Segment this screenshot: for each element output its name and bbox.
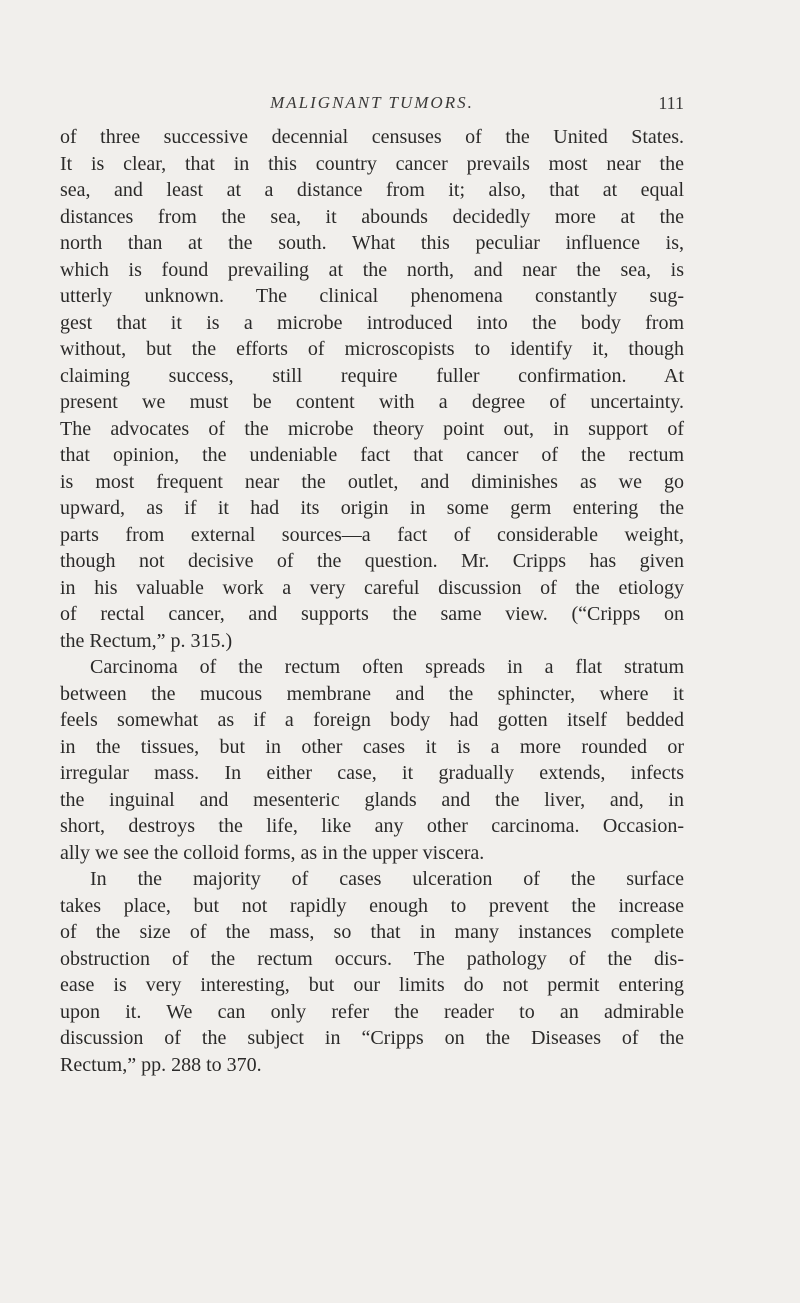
text-line: claiming success, still require fuller confirmation. At bbox=[60, 364, 684, 387]
text-line: discussion of the subject in “Cripps on the Diseases of the bbox=[60, 1027, 684, 1049]
text-line: in his valuable work a very careful discussion of the etiology bbox=[60, 576, 684, 599]
text-line: ally we see the colloid forms, as in the upper viscera. bbox=[60, 841, 485, 864]
text-line: gest that it is a microbe introduced into the body from bbox=[60, 311, 684, 334]
text-line: of rectal cancer, and supports the same view. (“Cripps on bbox=[60, 603, 684, 625]
text-line: upon it. We can only refer the reader to an admirable bbox=[60, 1000, 684, 1023]
text-line: north than at the south. What this peculiar influence is, bbox=[60, 232, 684, 254]
text-line: The advocates of the microbe theory point out, in support of bbox=[60, 417, 684, 440]
text-line: It is clear, that in this country cancer prevails most near the bbox=[60, 152, 684, 175]
text-line: that opinion, the undeniable fact that cancer of the rectum bbox=[60, 444, 684, 466]
text-line: of the size of the mass, so that in many instances complete bbox=[60, 921, 684, 943]
text-line: of three successive decennial censuses of the United States. bbox=[60, 126, 684, 148]
text-line: is most frequent near the outlet, and diminishes as we go bbox=[60, 470, 684, 493]
text-line: takes place, but not rapidly enough to prevent the increase bbox=[60, 894, 684, 917]
text-line: which is found prevailing at the north, and near the sea, is bbox=[60, 258, 684, 281]
text-line: sea, and least at a distance from it; also, that at equal bbox=[60, 179, 684, 201]
text-line: short, destroys the life, like any other carcinoma. Occasion- bbox=[60, 815, 684, 837]
text-line: between the mucous membrane and the sphincter, where it bbox=[60, 682, 684, 705]
text-line: present we must be content with a degree of uncertainty. bbox=[60, 391, 684, 413]
page-number: 111 bbox=[658, 93, 684, 113]
text-line: without, but the efforts of microscopists to identify it, though bbox=[60, 338, 684, 360]
text-line: obstruction of the rectum occurs. The pathology of the dis- bbox=[60, 947, 684, 970]
running-head bbox=[60, 93, 684, 115]
paragraph-start-line: In the majority of cases ulceration of the surface bbox=[90, 868, 684, 890]
body-text bbox=[60, 124, 684, 1078]
text-line: parts from external sources—a fact of considerable weight, bbox=[60, 523, 684, 546]
text-line: utterly unknown. The clinical phenomena constantly sug- bbox=[60, 285, 684, 307]
text-line: though not decisive of the question. Mr. Cripps has given bbox=[60, 550, 684, 572]
text-line: in the tissues, but in other cases it is a more rounded or bbox=[60, 735, 684, 758]
text-line: the inguinal and mesenteric glands and the liver, and, in bbox=[60, 788, 684, 811]
text-line: the Rectum,” p. 315.) bbox=[60, 629, 233, 652]
text-line: distances from the sea, it abounds decidedly more at the bbox=[60, 205, 684, 228]
text-line: upward, as if it had its origin in some germ entering the bbox=[60, 497, 684, 519]
paragraph-start-line: Carcinoma of the rectum often spreads in a flat stratum bbox=[90, 656, 684, 678]
text-line: Rectum,” pp. 288 to 370. bbox=[60, 1053, 262, 1076]
text-line: ease is very interesting, but our limits do not permit entering bbox=[60, 974, 684, 996]
running-title: MALIGNANT TUMORS. bbox=[270, 93, 474, 112]
text-line: feels somewhat as if a foreign body had gotten itself bedded bbox=[60, 709, 684, 731]
text-line: irregular mass. In either case, it gradually extends, infects bbox=[60, 762, 684, 784]
